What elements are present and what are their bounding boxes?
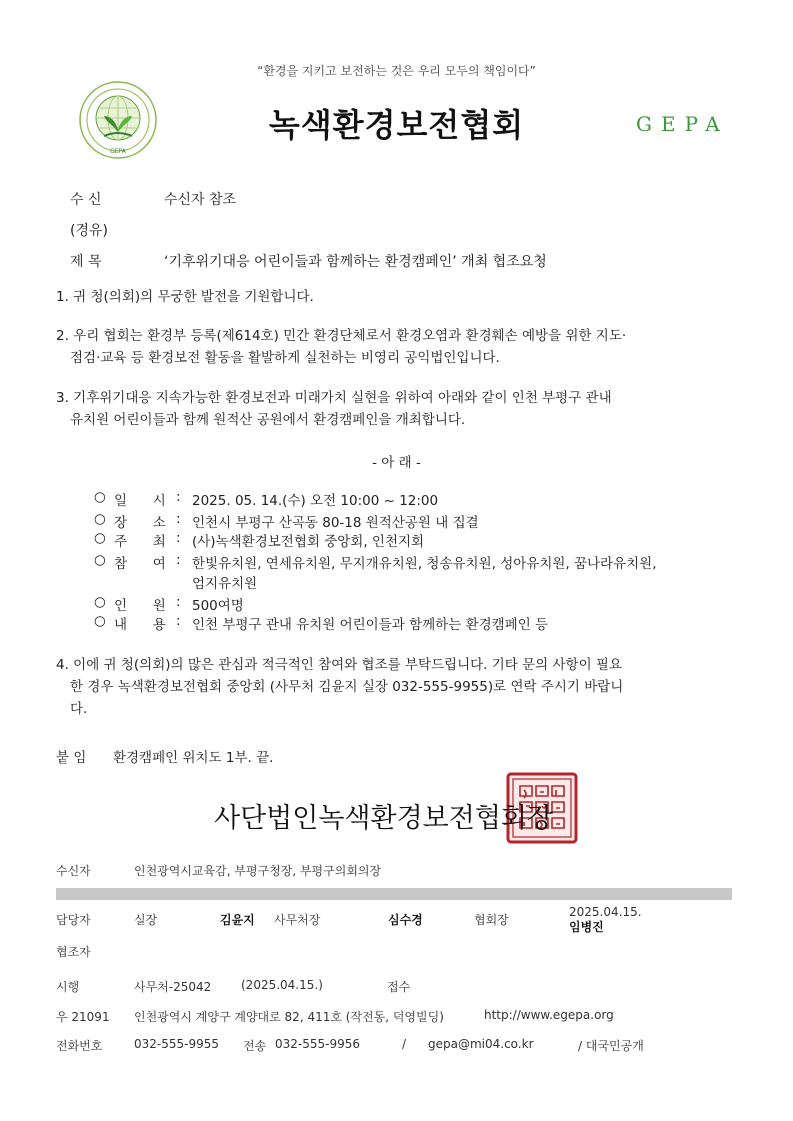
public-disclosure: / 대국민공개 [578,1039,644,1053]
staff-title-3: 협회장 [474,913,509,927]
cooperator-label: 협조자 [56,945,91,959]
list-item [94,613,734,633]
email-link[interactable]: gepa@mi04.co.kr [428,1037,534,1051]
list-item [94,511,734,531]
list-item [94,552,734,572]
item-value: 한빛유치원, 연세유치원, 무지개유치원, 청송유치원, 성아유치원, 꿈나라유치원, [192,556,657,572]
recipients-value: 인천광역시교육감, 부평구청장, 부평구의회의장 [134,864,382,878]
paragraph-4-line-3: 다. [70,701,88,717]
recipient-label: 수 신 [70,192,102,208]
circle-bullet: ○ [94,594,106,610]
paragraph-4-line-1: 4. 이에 귀 청(의회)의 많은 관심과 적극적인 참여와 협조를 부탁드립니다. 기타 문의 사항이 필요 [56,657,623,673]
subject-label: 제 목 [70,254,102,270]
list-item-continued [94,572,734,592]
paragraph-3-line-2: 유치원 어린이들과 함께 원적산 공원에서 환경캠페인을 개최합니다. [70,412,466,428]
item-key: 장 소 [114,515,166,531]
attachment-label: 붙 임 [56,750,87,766]
item-value: 500여명 [192,598,244,614]
recipient-value: 수신자 참조 [164,192,237,208]
paragraph-3 [56,387,726,431]
recipients-label: 수신자 [56,864,91,878]
staff-date: 2025.04.15. [569,905,642,919]
footer-divider [56,888,732,900]
item-colon: : [176,489,181,505]
list-item [94,594,734,614]
item-colon: : [176,530,181,546]
via-label: (경유) [70,223,108,239]
item-value: 인천시 부평구 산곡동 80-18 원적산공원 내 집결 [192,515,479,531]
attachment-value: 환경캠페인 위치도 1부. 끝. [112,750,274,766]
item-value: 인천 부평구 관내 유치원 어린이들과 함께하는 환경캠페인 등 [192,617,549,633]
org-title: 녹색환경보전협회 [268,106,525,144]
item-key: 일 시 [114,493,166,509]
item-colon: : [176,552,181,568]
paragraph-3-line-1: 3. 기후위기대응 지속가능한 환경보전과 미래가치 실현을 위하여 아래와 같이 인천 부평구 관내 [56,390,612,406]
subject-value: ‘기후위기대응 어린이들과 함께하는 환경캠페인’ 개최 협조요청 [164,254,547,270]
staff-title-1: 실장 [134,913,158,927]
list-item [94,530,734,550]
staff-title-2: 사무처장 [274,913,321,927]
list-item [94,489,734,509]
phone-label: 전화번호 [56,1039,103,1053]
below-heading: - 아 래 - [372,455,421,471]
item-key: 내 용 [114,617,166,633]
fax-label: 전송 [243,1039,267,1053]
item-value: 2025. 05. 14.(수) 오전 10:00 ~ 12:00 [192,493,439,509]
item-key: 인 원 [114,598,166,614]
receipt-label: 접수 [387,980,411,994]
separator-slash: / [402,1037,407,1051]
paragraph-2 [56,325,726,369]
attachment-line [56,746,273,766]
staff-name-2: 심수경 [388,913,423,927]
phone-number: 032-555-9955 [134,1037,220,1051]
logo-caption: GEPA [110,148,126,155]
paragraph-4 [56,654,726,720]
circle-bullet: ○ [94,613,106,629]
staff-label: 담당자 [56,913,91,927]
postal-code: 우 21091 [56,1010,110,1024]
execution-date: (2025.04.15.) [241,978,323,992]
circle-bullet: ○ [94,511,106,527]
paragraph-2-line-1: 2. 우리 협회는 환경부 등록(제614호) 민간 환경단체로서 환경오염과 환경훼손 예방을 위한 지도· [56,328,627,344]
item-key: 주 최 [114,534,166,550]
execution-label: 시행 [56,980,80,994]
circle-bullet: ○ [94,530,106,546]
paragraph-4-line-2: 한 경우 녹색환경보전협회 중앙회 (사무처 김윤지 실장 032-555-9955)로 연락 주시기 바랍니 [70,679,624,695]
paragraph-1 [56,286,726,308]
paragraph-2-line-2: 점검·교육 등 환경보전 활동을 활발하게 실천하는 비영리 공익법인입니다. [70,350,500,366]
item-colon: : [176,511,181,527]
org-abbr: GEPA [636,112,729,136]
item-key: 참 여 [114,556,166,572]
circle-bullet: ○ [94,489,106,505]
motto-text: “환경을 지키고 보전하는 것은 우리 모두의 책임이다” [257,64,536,78]
paragraph-1-text: 1. 귀 청(의회)의 무궁한 발전을 기원합니다. [56,289,314,305]
address: 인천광역시 계양구 계양대로 82, 411호 (작전동, 덕영빌딩) [134,1010,444,1024]
staff-name-1: 김윤지 [220,913,255,927]
sender-signature: 사단법인녹색환경보전협회장 [214,803,554,834]
website-link[interactable]: http://www.egepa.org [484,1008,614,1022]
fax-number: 032-555-9956 [275,1037,361,1051]
item-colon: : [176,594,181,610]
item-colon: : [176,613,181,629]
item-value-continued: 엄지유치원 [192,576,258,592]
item-value: (사)녹색환경보전협회 중앙회, 인천지회 [192,534,425,550]
staff-name-3: 임병진 [569,920,604,934]
execution-number: 사무처-25042 [134,980,212,994]
circle-bullet: ○ [94,552,106,568]
